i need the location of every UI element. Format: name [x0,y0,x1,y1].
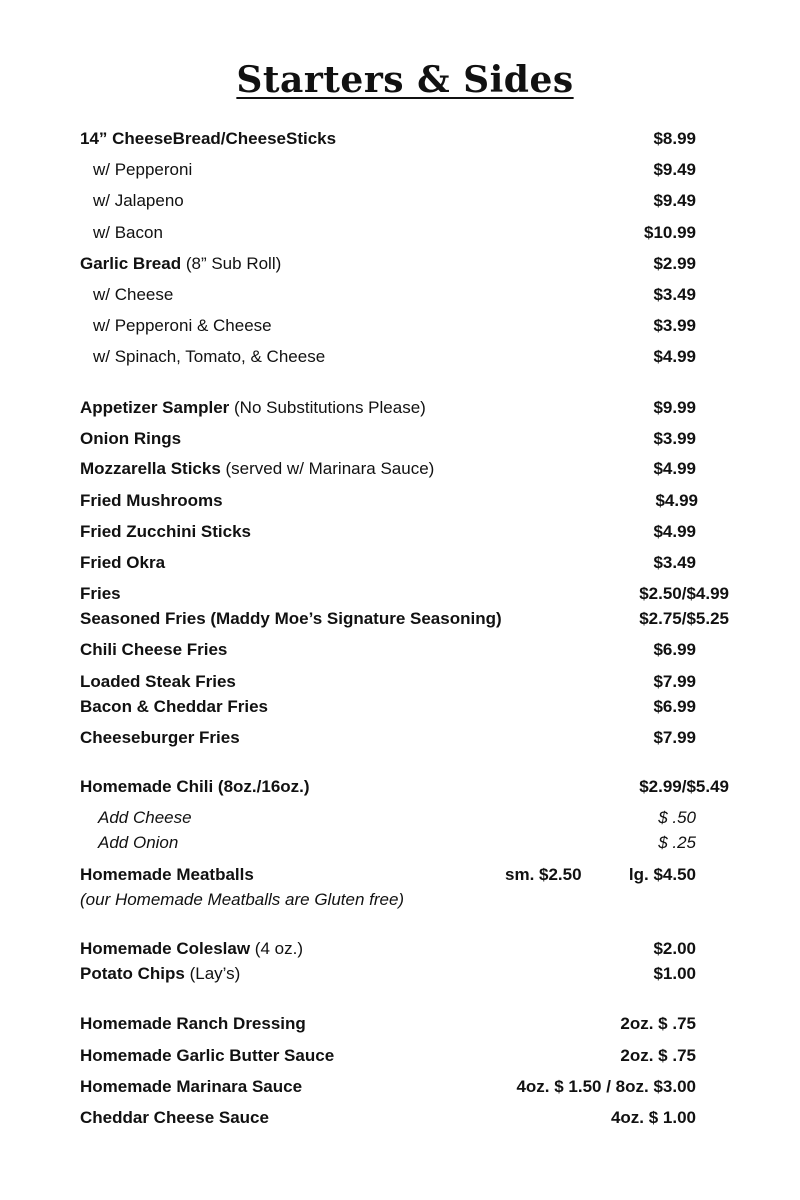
item-price: $2.75/$5.25 [639,609,729,628]
menu-item [0,158,800,182]
item-name: w/ Pepperoni & Cheese [93,316,272,335]
item-name: Fried Mushrooms [80,491,223,510]
menu-item [0,726,800,750]
item-note: (No Substitutions Please) [234,398,426,417]
item-price: 2oz. $ .75 [620,1014,696,1033]
item-name: Onion Rings [80,429,182,448]
item-price-small: sm. $2.50 [505,865,582,884]
item-price: $4.99 [653,347,696,366]
menu-item [0,283,800,307]
menu-item [0,937,800,961]
item-note: (8” Sub Roll) [185,254,282,273]
menu-item [0,607,800,631]
item-price: 4oz. $ 1.00 [610,1108,696,1127]
item-price: $4.99 [655,491,698,510]
item-name: Cheeseburger Fries [80,728,240,747]
item-name: Mozzarella Sticks (served w/ Marinara Sauce) [80,459,435,478]
item-price: $1.00 [653,964,696,983]
menu-item [0,551,800,575]
item-price: $3.99 [653,316,696,335]
menu-item [0,670,800,694]
item-note: (4 oz.) [254,939,303,958]
item-price: $6.99 [653,697,696,716]
item-name: Fried Zucchini Sticks [80,522,251,541]
item-name: Chili Cheese Fries [80,640,228,659]
item-name: Potato Chips (Lay’s) [80,964,241,983]
item-price: $2.00 [653,939,696,958]
item-price: $7.99 [653,728,696,747]
item-name: w/ Cheese [93,285,174,304]
menu-item [0,252,800,276]
item-name: Cheddar Cheese Sauce [80,1108,269,1127]
menu-item [0,831,800,855]
item-name: 14” CheeseBread/CheeseSticks [80,129,337,148]
item-price: $9.49 [653,160,696,179]
item-name: Homemade Coleslaw (4 oz.) [80,939,303,958]
item-name: Garlic Bread (8” Sub Roll) [80,254,282,273]
item-name: Add Onion [98,833,179,852]
item-name: Fries [80,584,121,603]
menu-item [0,127,800,151]
menu-note [0,888,800,912]
menu-item [0,775,800,799]
menu-item [0,189,800,213]
item-name: Seasoned Fries (Maddy Moe’s Signature Seasoning) [80,609,502,628]
item-name: Fried Okra [80,553,166,572]
menu-item [0,1012,800,1036]
menu-item [0,314,800,338]
item-note: (served w/ Marinara Sauce) [225,459,435,478]
item-price: $9.99 [653,398,696,417]
item-name: Bacon & Cheddar Fries [80,697,268,716]
menu-item [0,806,800,830]
menu-item [0,582,800,606]
item-price: $4.99 [653,522,696,541]
menu-item [0,221,800,245]
item-name: Homemade Chili (8oz./16oz.) [80,777,310,796]
menu-item [0,520,800,544]
item-price: lg. $4.50 [628,865,696,884]
item-price: $3.49 [653,553,696,572]
item-price: $7.99 [653,672,696,691]
item-note: (Lay’s) [189,964,241,983]
item-name: Homemade Marinara Sauce [80,1077,303,1096]
item-name: w/ Jalapeno [93,191,184,210]
menu-item [0,695,800,719]
item-price: $9.49 [653,191,696,210]
item-name: w/ Pepperoni [93,160,193,179]
menu-item [0,638,800,662]
menu-item [0,345,800,369]
item-price: $3.49 [653,285,696,304]
item-price: $8.99 [653,129,696,148]
menu-item [0,457,800,481]
item-name: Appetizer Sampler (No Substitutions Please) [80,398,426,417]
menu-item [0,1106,800,1130]
item-price: $4.99 [653,459,696,478]
menu-item [0,1075,800,1099]
item-name: Add Cheese [98,808,192,827]
item-name: w/ Spinach, Tomato, & Cheese [93,347,326,366]
menu-item [0,396,800,420]
item-price: $2.99/$5.49 [639,777,729,796]
item-price: 4oz. $ 1.50 / 8oz. $3.00 [516,1077,696,1096]
menu-item [0,962,800,986]
item-name: Homemade Garlic Butter Sauce [80,1046,335,1065]
item-price: 2oz. $ .75 [620,1046,696,1065]
item-price: $6.99 [653,640,696,659]
page-title: Starters & Sides [236,59,574,101]
item-price: $ .25 [658,833,696,852]
item-price: $3.99 [653,429,696,448]
item-price: $2.99 [653,254,696,273]
item-price: $10.99 [644,223,696,242]
item-name: Loaded Steak Fries [80,672,236,691]
menu-item [0,489,800,513]
item-name: w/ Bacon [93,223,163,242]
menu-item [0,1044,800,1068]
menu-item [0,427,800,451]
item-price: $2.50/$4.99 [639,584,729,603]
gluten-free-note: (our Homemade Meatballs are Gluten free) [80,890,405,909]
item-name: Homemade Meatballs [80,865,254,884]
item-name: Homemade Ranch Dressing [80,1014,306,1033]
item-price: $ .50 [658,808,696,827]
menu-item [0,863,800,887]
